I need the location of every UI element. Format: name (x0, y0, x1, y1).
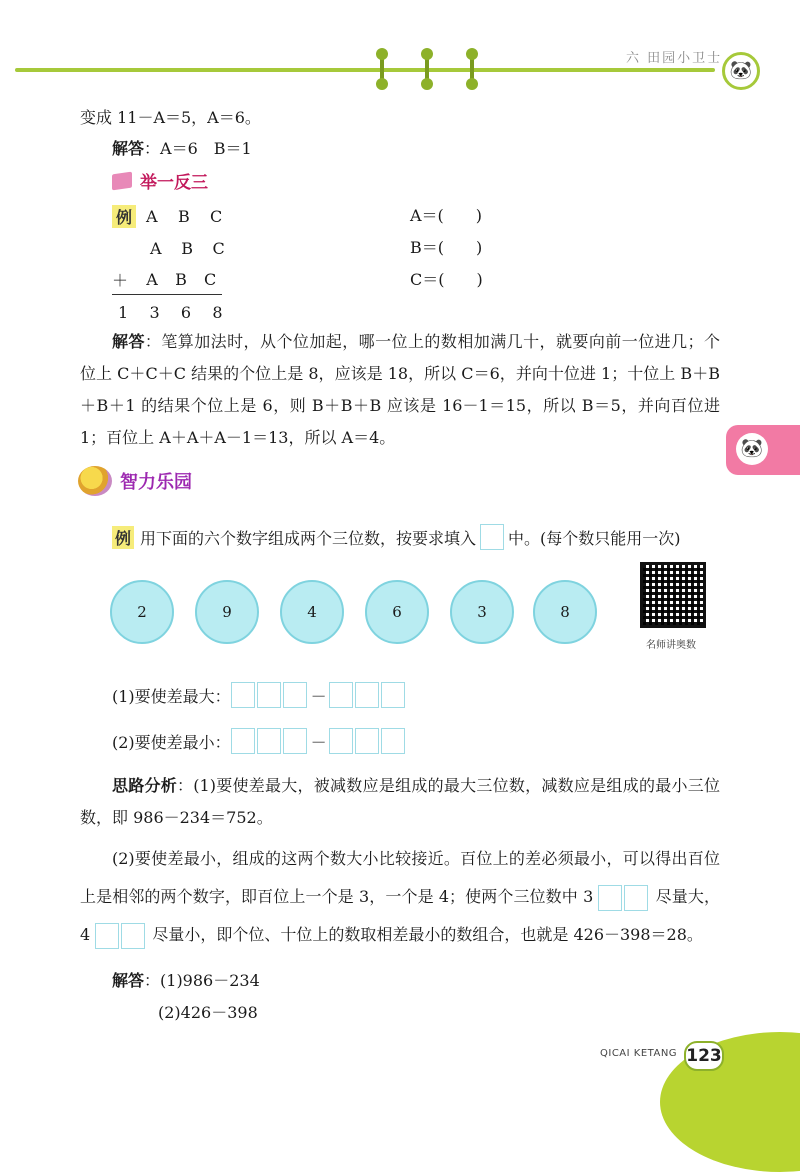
plus-sign: ＋ (112, 270, 129, 290)
example-tag: 例 (112, 526, 134, 549)
answer-label: 解答 (112, 971, 145, 990)
digit-cell: C (210, 206, 223, 226)
digit-circle: 4 (280, 580, 344, 644)
answer-box[interactable] (598, 885, 622, 911)
qr-code-icon[interactable] (640, 562, 706, 628)
question-text: 中。(每个数只能用一次) (508, 528, 681, 548)
analysis-2 (80, 840, 720, 954)
answer-box[interactable] (329, 682, 353, 708)
section-title: 智力乐园 (120, 472, 192, 493)
q1-label: (1)要使差最大： (112, 686, 231, 706)
q1-row (112, 682, 407, 708)
practice-answer (80, 326, 720, 454)
binder-ring (425, 52, 429, 86)
digit-circle: 2 (110, 580, 174, 644)
answer-box[interactable] (355, 682, 379, 708)
digit-cell: 3 (149, 302, 160, 322)
continuation-text: 变成 11－A＝5，A＝6。 (80, 108, 261, 127)
side-tab (726, 425, 800, 475)
answer-box[interactable] (231, 728, 255, 754)
digit-circle: 6 (365, 580, 429, 644)
digit-cell: 6 (180, 302, 192, 322)
answer-box[interactable] (381, 728, 405, 754)
digit-cell: C (212, 238, 225, 258)
digit-circle: 8 (533, 580, 597, 644)
answer-text: ：笔算加法时，从个位加起，哪一位上的数相加满几十，就要向前一位进几；个位上 C＋C＋C 结果的个位上是 8，应该是 18，所以 C＝6，并向十位进 1；十位上 B＋B＋B＋1 的结果个位上是 6，则 B＋B＋B 应该是 16－1＝15，所以 B＝5，并向百位进 1；百位上 A＋A＋A－1＝13，所以 A＝4。 (80, 332, 720, 447)
digit-cell: A (150, 238, 162, 258)
answer-box[interactable] (283, 728, 307, 754)
digit-cell: B (175, 269, 187, 289)
binder-ring (470, 52, 474, 86)
analysis-text: ：(1)要使差最大，被减数应是组成的最大三位数，减数应是组成的最小三位数，即 986－234＝752。 (80, 776, 720, 827)
answer-box[interactable] (480, 524, 504, 550)
top-answer (112, 136, 252, 159)
practice-heading (112, 168, 208, 193)
brand-text: QICAI KETANG (600, 1048, 678, 1059)
analysis-text: (2)要使差最小，组成的这两个数大小比较接近。百位上的差必须最小，可以得出百位上是相邻的两个数字，即百位上一个是 3，一个是 4；使两个三位数中 3 (80, 849, 720, 906)
question-text: 用下面的六个数字组成两个三位数，按要求填入 (140, 528, 477, 548)
digit-cell: 1 (118, 302, 129, 322)
analysis-1 (80, 770, 720, 834)
final-answer-1 (112, 968, 260, 991)
answer-box[interactable] (283, 682, 307, 708)
answer-box[interactable] (257, 682, 281, 708)
answer-box[interactable] (121, 923, 145, 949)
fill-a: A＝( ) (410, 206, 483, 225)
section-title: 举一反三 (140, 173, 208, 193)
analysis-label: 思路分析 (112, 776, 178, 795)
answer-box[interactable] (95, 923, 119, 949)
answer-box[interactable] (329, 728, 353, 754)
example-tag: 例 (112, 205, 136, 228)
binder-ring (380, 52, 384, 86)
minus-sign: － (310, 732, 327, 752)
panda-icon: 🐼 (736, 433, 768, 465)
fill-c: C＝( ) (410, 270, 483, 289)
digit-circle: 3 (450, 580, 514, 644)
q2-row (112, 728, 407, 754)
answer-label: 解答 (112, 139, 145, 158)
digit-cell: A (146, 206, 158, 226)
header-rule (15, 68, 715, 72)
answer-text: ：(1)986－234 (144, 971, 260, 990)
digit-cell: B (181, 238, 193, 258)
answer-text: ：A＝6 B＝1 (144, 139, 252, 158)
book-icon (112, 171, 132, 190)
answer-box[interactable] (257, 728, 281, 754)
chapter-title: 六 田园小卫士 (626, 51, 723, 66)
panda-mascot-icon: 🐼 (722, 52, 760, 90)
analysis-text: 尽量小，即个位、十位上的数取相差最小的数组合，也就是 426－398＝28。 (152, 925, 703, 944)
addition-problem (112, 200, 232, 329)
answer-label: 解答 (112, 332, 145, 351)
answer-box[interactable] (355, 728, 379, 754)
minus-sign: － (310, 686, 327, 706)
answer-box[interactable] (381, 682, 405, 708)
page-number: 123 (684, 1041, 724, 1071)
answer-box[interactable] (231, 682, 255, 708)
qr-caption: 名师讲奥数 (646, 640, 696, 651)
digit-cell: B (178, 206, 190, 226)
digit-cell: 8 (212, 302, 223, 322)
analysis-text: 大，4 (80, 887, 720, 944)
final-answer-2: (2)426－398 (158, 1003, 258, 1022)
answer-box[interactable] (624, 885, 648, 911)
corner-decoration (660, 1032, 800, 1172)
digit-cell: A (146, 269, 158, 289)
analysis-text: 尽量 (655, 887, 688, 906)
question-line (112, 524, 681, 550)
bee-books-icon (78, 466, 112, 496)
fill-b: B＝( ) (410, 238, 483, 257)
zhili-heading (78, 466, 192, 496)
digit-circle: 9 (195, 580, 259, 644)
digit-cell: C (203, 269, 217, 289)
q2-label: (2)要使差最小： (112, 732, 231, 752)
